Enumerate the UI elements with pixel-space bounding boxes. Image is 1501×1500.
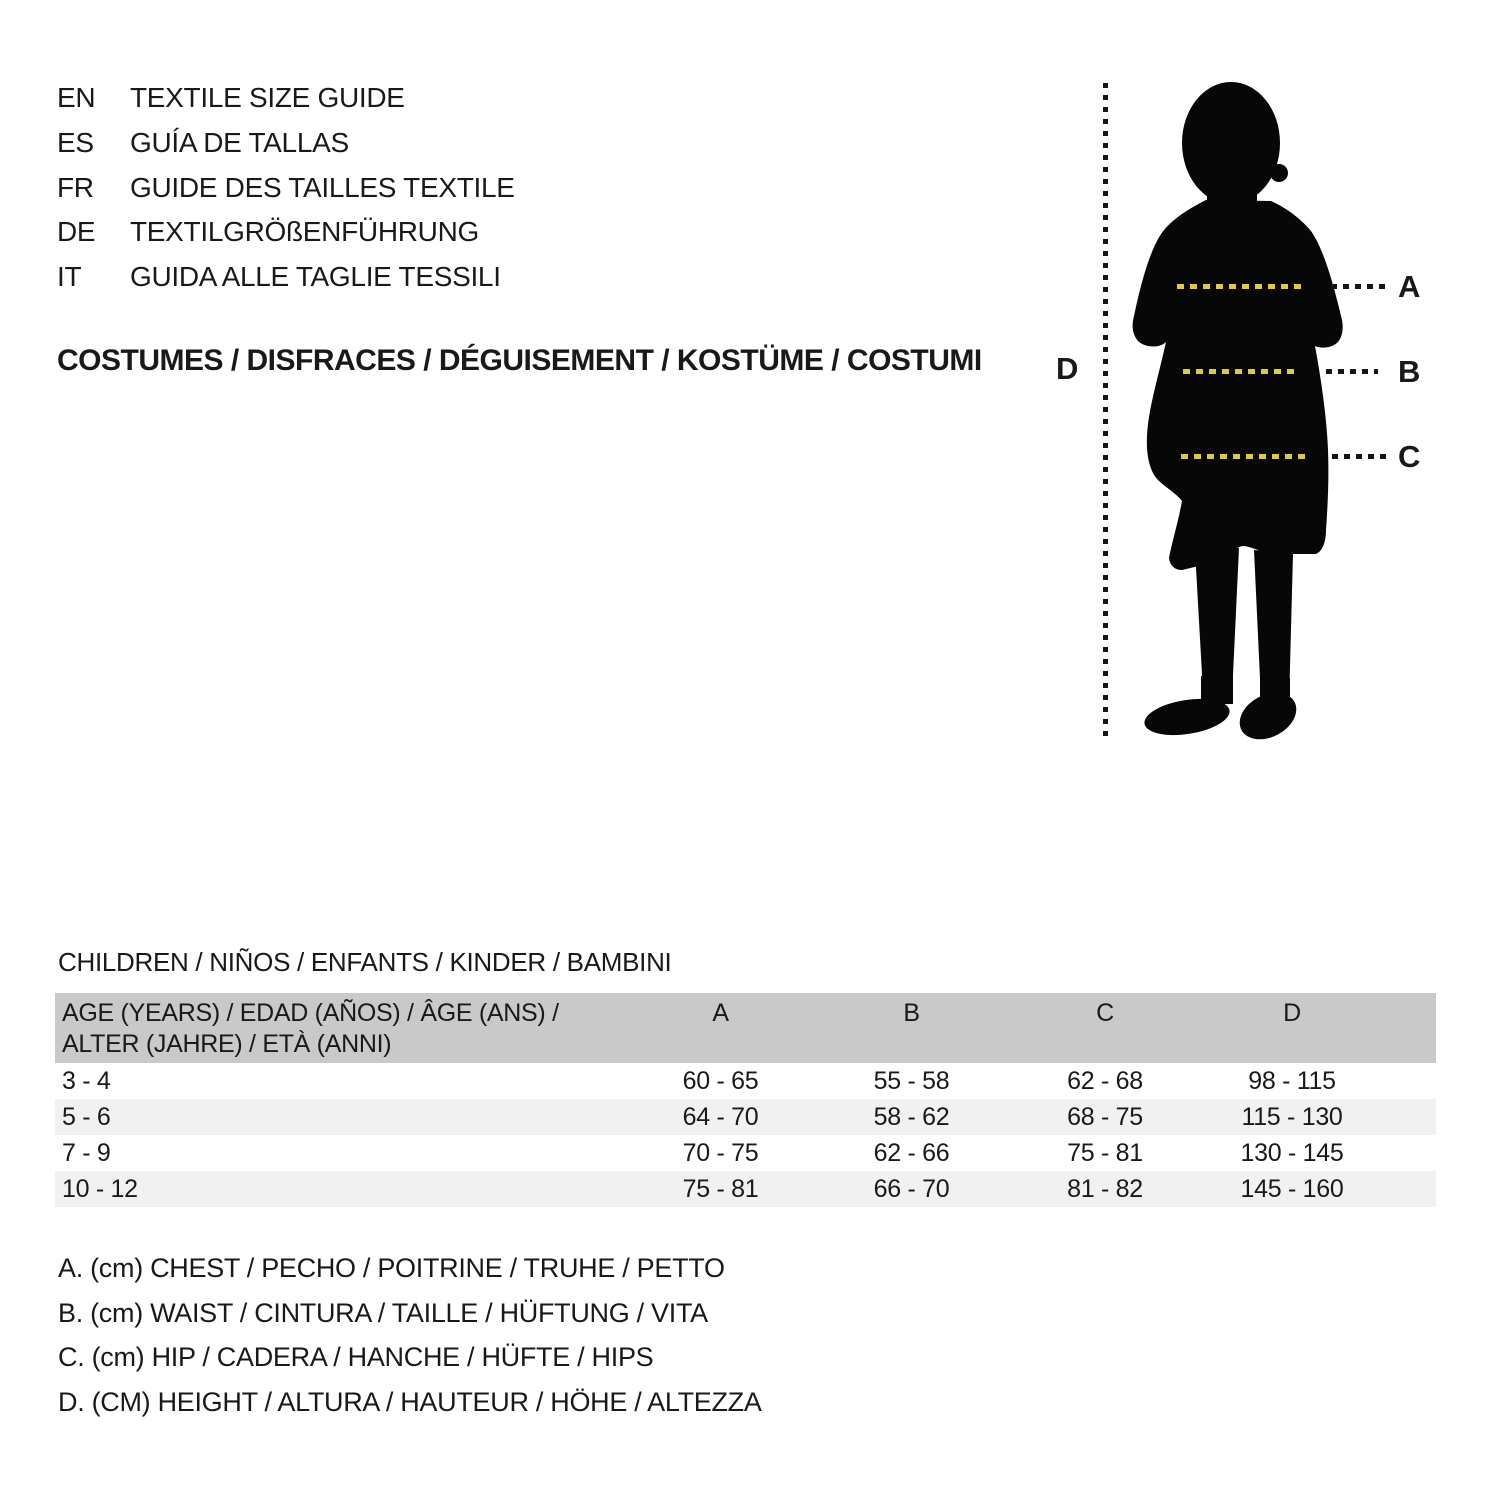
marker-b: B: [1398, 354, 1421, 389]
lang-title: TEXTILE SIZE GUIDE: [130, 82, 405, 113]
hip-measure-line: [1181, 454, 1308, 459]
lang-code: DE: [57, 216, 96, 247]
cell-age: 3 - 4: [62, 1067, 111, 1095]
lang-code: FR: [57, 172, 94, 203]
cell-chest: 75 - 81: [682, 1175, 759, 1203]
lang-row-de: [57, 218, 479, 246]
lang-row-fr: [57, 174, 515, 202]
height-dotted-line: [1103, 83, 1108, 741]
table-section-title: CHILDREN / NIÑOS / ENFANTS / KINDER / BAMBINI: [58, 947, 672, 977]
marker-c: C: [1398, 439, 1421, 474]
lang-row-en: [57, 84, 405, 112]
col-header-b: B: [903, 999, 920, 1027]
age-header-line1: AGE (YEARS) / EDAD (AÑOS) / ÂGE (ANS) /: [62, 999, 559, 1027]
cell-waist: 58 - 62: [873, 1103, 950, 1131]
waist-measure-line: [1183, 369, 1299, 374]
cell-age: 10 - 12: [62, 1175, 138, 1203]
legend-waist: B. (cm) WAIST / CINTURA / TAILLE / HÜFTUNG / VITA: [58, 1298, 708, 1328]
lang-row-it: [57, 263, 501, 291]
legend-height: D. (CM) HEIGHT / ALTURA / HAUTEUR / HÖHE / ALTEZZA: [58, 1387, 762, 1417]
chest-measure-line: [1177, 284, 1303, 289]
table-row: [55, 1135, 1436, 1171]
cell-age: 5 - 6: [62, 1103, 111, 1131]
chest-leader-dots: [1331, 284, 1388, 289]
children-size-table: [55, 993, 1436, 1207]
lang-title: TEXTILGRÖßENFÜHRUNG: [130, 216, 479, 247]
cell-hip: 68 - 75: [1067, 1103, 1143, 1131]
col-header-c: C: [1096, 999, 1114, 1027]
table-row: [55, 1099, 1436, 1135]
cell-height: 145 - 160: [1240, 1175, 1344, 1203]
cell-hip: 62 - 68: [1067, 1067, 1143, 1095]
legend-hip: C. (cm) HIP / CADERA / HANCHE / HÜFTE / HIPS: [58, 1342, 654, 1372]
lang-title: GUIDA ALLE TAGLIE TESSILI: [130, 261, 501, 292]
lang-code: EN: [57, 82, 96, 113]
waist-leader-dots: [1326, 369, 1378, 374]
child-silhouette-icon: [1120, 80, 1370, 740]
lang-title: GUIDE DES TAILLES TEXTILE: [130, 172, 515, 203]
cell-height: 98 - 115: [1248, 1067, 1336, 1095]
table-row: [55, 1171, 1436, 1207]
cell-chest: 70 - 75: [682, 1139, 759, 1167]
legend-chest: A. (cm) CHEST / PECHO / POITRINE / TRUHE / PETTO: [58, 1253, 725, 1283]
col-header-d: D: [1283, 999, 1301, 1027]
cell-chest: 60 - 65: [682, 1067, 759, 1095]
marker-a: A: [1398, 269, 1421, 304]
cell-waist: 62 - 66: [873, 1139, 950, 1167]
lang-code: IT: [57, 261, 82, 292]
cell-chest: 64 - 70: [682, 1103, 759, 1131]
hip-leader-dots: [1332, 454, 1388, 459]
cell-height: 115 - 130: [1241, 1103, 1343, 1131]
cell-hip: 75 - 81: [1067, 1139, 1143, 1167]
cell-waist: 66 - 70: [873, 1175, 950, 1203]
lang-row-es: [57, 129, 349, 157]
category-title: COSTUMES / DISFRACES / DÉGUISEMENT / KOSTÜME / COSTUMI: [57, 344, 982, 377]
cell-age: 7 - 9: [62, 1139, 111, 1167]
cell-waist: 55 - 58: [873, 1067, 950, 1095]
age-header-line2: ALTER (JAHRE) / ETÀ (ANNI): [62, 1030, 392, 1058]
lang-title: GUÍA DE TALLAS: [130, 127, 349, 158]
lang-code: ES: [57, 127, 94, 158]
cell-hip: 81 - 82: [1067, 1175, 1143, 1203]
col-header-age: [55, 993, 625, 1063]
marker-d: D: [1056, 351, 1079, 386]
cell-height: 130 - 145: [1240, 1139, 1344, 1167]
table-header-row: [55, 993, 1436, 1063]
col-header-a: A: [712, 999, 729, 1027]
table-row: [55, 1063, 1436, 1099]
